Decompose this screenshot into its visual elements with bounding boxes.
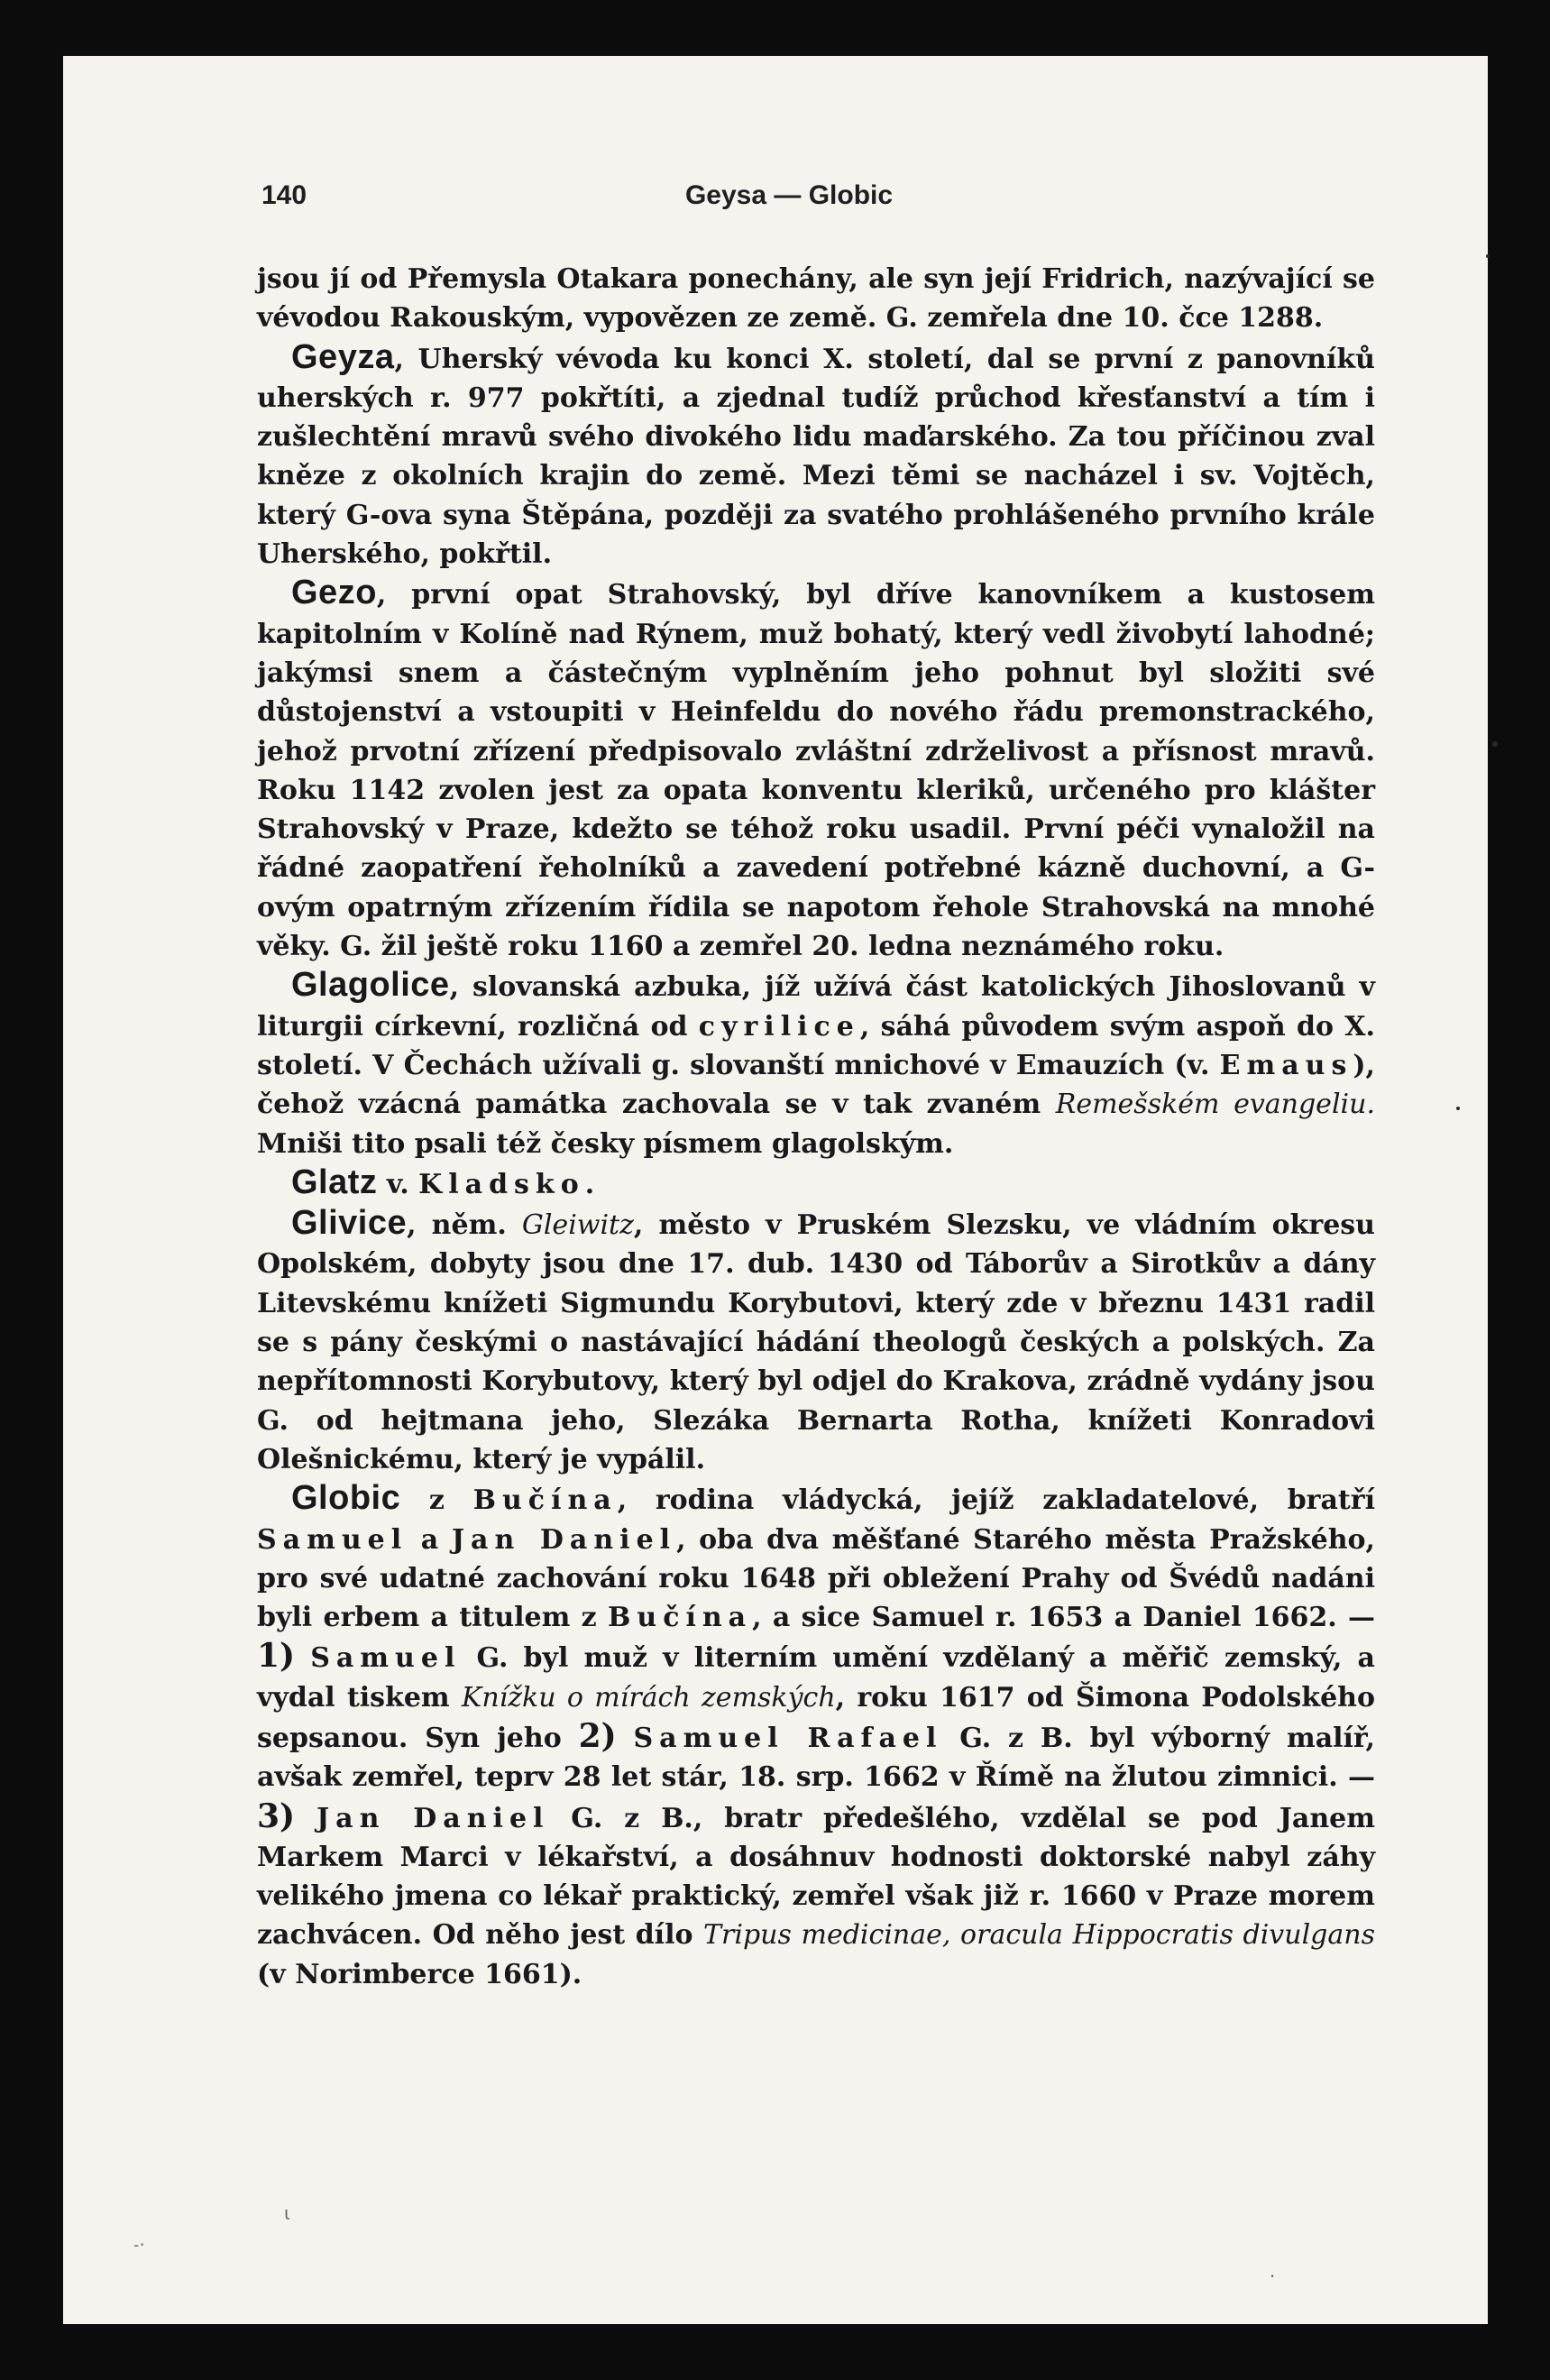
spaced-text: Bučína — [472, 1484, 618, 1517]
spaced-text: Kladsko — [418, 1168, 585, 1200]
entry-text: ), čehož vzácná památka zachovala se v tak zvaném — [257, 1049, 1375, 1121]
entry-text: , rodina vládycká, jejíž zakladatelové, bratří — [617, 1484, 1375, 1517]
entry-gezo — [257, 574, 1375, 966]
spaced-text: Bučína — [608, 1602, 753, 1634]
entry-text: z — [400, 1484, 473, 1517]
entry-text — [295, 1642, 310, 1674]
entry-globic — [257, 1479, 1375, 1994]
entry-text: Mniši tito psali též česky písmem glagolským. — [257, 1127, 954, 1160]
headword: Gezo — [291, 574, 377, 612]
paper-speck — [1456, 1107, 1460, 1110]
entry-glivice — [257, 1204, 1375, 1479]
entry-text — [295, 1803, 316, 1834]
entry-geyza — [257, 338, 1375, 574]
entry-text: , sáhá původem svým aspoň do X. století. V Čechách užívali g. slovanští mnichové v Emauzích (v. — [257, 1010, 1375, 1081]
spaced-text: Samuel — [257, 1523, 408, 1556]
italic-text: Remešském evangeliu. — [1055, 1089, 1375, 1121]
spaced-text: cyrilice — [698, 1010, 860, 1043]
headword: Globic — [291, 1479, 401, 1518]
entry-text: , něm. — [407, 1209, 522, 1242]
italic-text: Knížku o mírách zemských — [461, 1681, 836, 1714]
paper-speck — [1486, 254, 1490, 258]
item-number: 1) — [257, 1637, 296, 1676]
paper-mark: ˗· — [133, 2234, 145, 2256]
headword: Glivice — [291, 1204, 408, 1243]
entry-text: G. byl muž v literním umění vzdělaný a měřič zemský, a vydal tiskem — [257, 1642, 1375, 1714]
entry-text: , a sice Samuel r. 1653 a Daniel 1662. — — [752, 1602, 1375, 1634]
entry-text: (v Norimberce 1661). — [257, 1958, 582, 1990]
entry-text: v. — [377, 1168, 419, 1200]
spaced-text: Jan Daniel — [316, 1802, 550, 1834]
entry-text: a — [408, 1523, 452, 1556]
spaced-text: Samuel — [310, 1642, 462, 1675]
paper-mark: · — [1270, 2265, 1276, 2287]
entry-text: , město v Pruském Slezsku, ve vládním okresu Opolském, dobyty jsou dne 17. dub. 1430 od Táborův a Sirotkův a dány Litevskému knížeti Sigmundu Korybutovi, který zde v březnu 1431 radil se s pány českými o nastávající hádání theologů českých a polských. Za nepřítomnosti Korybutovy, který byl odjel do Krakova, zrádně vydány jsou G. od hejtmana jeho, Slezáka Bernarta Rotha, knížeti Konradovi Olešnickému, který je vypálil. — [257, 1209, 1375, 1475]
entry-text: , první opat Strahovský, byl dříve kanovníkem a kustosem kapitolním v Kolíně nad Rýnem, muž bohatý, který vedl živobytí lahodné; jakýmsi snem a částečným vyplněním jeho pohnut byl složiti své důstojenství a vstoupiti v Heinfeldu do nového řádu premonstrackého, jehož prvotní zřízení předpisovalo zvláštní zdrželivost a přísnost mravů. Roku 1142 zvolen jest za opata konventu kleriků, určeného pro klášter Strahovský v Praze, kdežto se téhož roku usadil. První péči vynaložil na řádné zaopatření řeholníků a zavedení potřebné kázně duchovní, a G-ovým opatrným zřízením řídila se napotom řehole Strahovská na mnohé věky. G. žil ještě roku 1160 a zemřel 20. ledna neznámého roku. — [257, 579, 1375, 963]
dictionary-text — [257, 260, 1375, 1994]
entry-text: jsou jí od Přemysla Otakara ponechány, ale syn její Fridrich, nazývající se vévodou Rakouským, vypovězen ze země. G. zemřela dne 10. čce 1288. — [257, 263, 1375, 335]
entry-continuation — [257, 260, 1375, 338]
paper-speck — [1492, 741, 1498, 747]
entry-text: G. z B. byl výborný malíř, avšak zemřel, teprv 28 let stár, 18. srp. 1662 v Římě na žlutou zimnici. — — [257, 1722, 1375, 1794]
entry-glagolice — [257, 966, 1375, 1162]
entry-text: G. z B., bratr předešlého, vzdělal se pod Janem Markem Marci v lékařství, a dosáhnuv hodnosti doktorské nabyl záhy velikého jmena co lékař praktický, zemřel však již r. 1660 v Praze morem zachvácen. Od něho jest dílo — [257, 1802, 1375, 1952]
italic-text: Tripus medicinae, oracula Hippocratis divulgans — [703, 1919, 1375, 1952]
entry-text: . — [584, 1168, 595, 1200]
spaced-text: Jan Daniel — [451, 1523, 677, 1556]
paper-mark: ɩ — [284, 2202, 290, 2224]
spaced-text: Emaus — [1219, 1049, 1353, 1081]
item-number: 3) — [257, 1796, 296, 1835]
entry-text: , Uherský vévoda ku konci X. století, dal se první z panovníků uherských r. 977 pokřtíti, a zjednal tudíž průchod křesťanství a tím i zušlechtění mravů svého divokého lidu maďarského. Za tou příčinou zval kněze z okolních krajin do země. Mezi těmi se nacházel i sv. Vojtěch, který G-ova syna Štěpána, později za svatého prohlášeného prvního krále Uherského, pokřtil. — [257, 343, 1375, 571]
headword: Geyza — [291, 337, 395, 376]
item-number: 2) — [578, 1716, 617, 1755]
headword: Glagolice — [291, 966, 450, 1005]
spaced-text: Samuel Rafael — [633, 1722, 943, 1754]
entry-text: , slovanská azbuka, jíž užívá část katolických Jihoslovanů v liturgii církevní, rozličná od — [257, 971, 1375, 1043]
entry-text: , oba dva měšťané Starého města Pražského, pro své udatné zachování roku 1648 při obležení Prahy od Švédů nadáni byli erbem a titulem z — [257, 1523, 1375, 1634]
page-number: 140 — [261, 180, 307, 210]
page-heading: Geysa — Globic — [684, 180, 894, 210]
italic-text: Gleiwitz — [521, 1209, 634, 1242]
headword: Glatz — [291, 1162, 378, 1201]
entry-glatz — [257, 1163, 1375, 1204]
running-head — [261, 180, 1316, 216]
entry-text: , roku 1617 od Šimona Podolského sepsanou. Syn jeho — [257, 1681, 1375, 1754]
entry-text — [617, 1723, 634, 1754]
